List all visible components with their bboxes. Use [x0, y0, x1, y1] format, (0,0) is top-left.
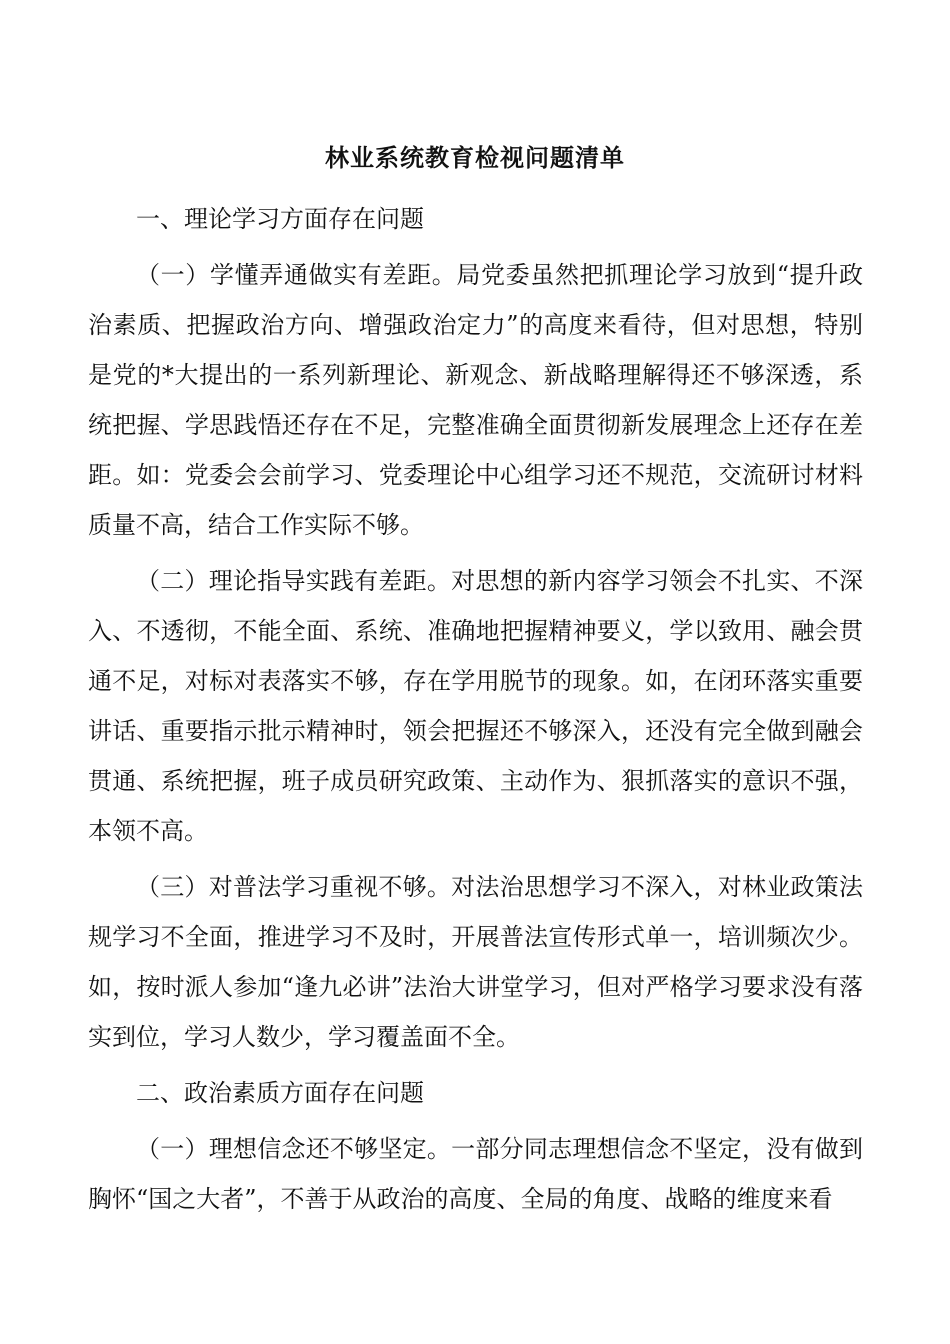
section-heading: 一、理论学习方面存在问题 [136, 205, 424, 233]
paragraph: （三）对普法学习重视不够。对法治思想学习不深入，对林业政策法规学习不全面，推进学习不及时，开展普法宣传形式单一，培训频次少。如，按时派人参加“逢九必讲”法治大讲堂学习，但对严格学习要求没有落实到位，学习人数少，学习覆盖面不全。 [88, 873, 863, 1051]
document-body [88, 194, 863, 1224]
document-title: 林业系统教育检视问题清单 [325, 143, 625, 172]
section-heading: 二、政治素质方面存在问题 [136, 1079, 424, 1107]
paragraph: （一）学懂弄通做实有差距。局党委虽然把抓理论学习放到“提升政治素质、把握政治方向、增强政治定力”的高度来看待，但对思想，特别是党的*大提出的一系列新理论、新观念、新战略理解得还不够深透，系统把握、学思践悟还存在不足，完整准确全面贯彻新发展理念上还存在差距。如：党委会会前学习、党委理论中心组学习还不规范，交流研讨材料质量不高，结合工作实际不够。 [88, 261, 863, 539]
paragraph: （一）理想信念还不够坚定。一部分同志理想信念不坚定，没有做到胸怀“国之大者”，不善于从政治的高度、全局的角度、战略的维度来看 [88, 1135, 863, 1213]
paragraph: （二）理论指导实践有差距。对思想的新内容学习领会不扎实、不深入、不透彻，不能全面、系统、准确地把握精神要义，学以致用、融会贯通不足，对标对表落实不够，存在学用脱节的现象。如，在闭环落实重要讲话、重要指示批示精神时，领会把握还不够深入，还没有完全做到融会贯通、系统把握，班子成员研究政策、主动作为、狠抓落实的意识不强，本领不高。 [88, 567, 863, 845]
